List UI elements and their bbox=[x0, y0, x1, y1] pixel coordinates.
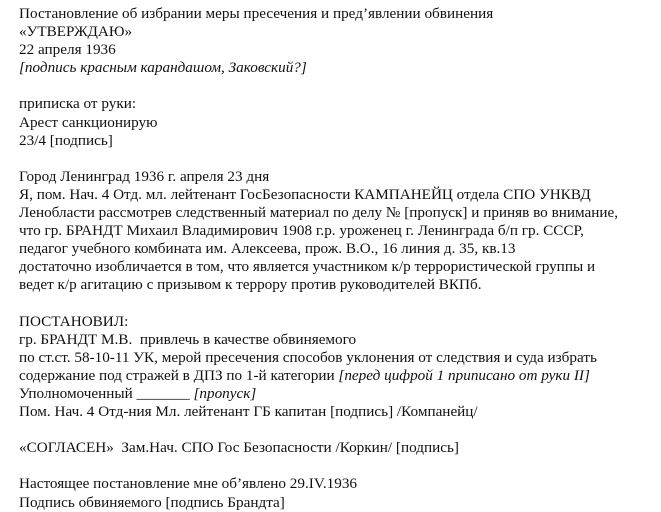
sanction-date: 23/4 [подпись] bbox=[19, 131, 113, 149]
spacer bbox=[19, 457, 659, 475]
body-line: ведет к/р агитацию с призывом к террору против руководителей ВКПб. bbox=[19, 276, 482, 294]
resolution-heading: ПОСТАНОВИЛ: bbox=[19, 312, 129, 330]
document bbox=[19, 5, 659, 512]
announcement-line: Настоящее постановление мне об’явлено 29.IV.1936 bbox=[19, 475, 358, 493]
document-title: Постановление об избрании меры пресечения и пред’явлении обвинения bbox=[19, 5, 494, 22]
arrest-sanction: Арест санкционирую bbox=[19, 113, 158, 131]
handwritten-category-note: [перед цифрой 1 приписано от руки II] bbox=[338, 366, 590, 384]
spacer bbox=[19, 150, 659, 168]
body-line: Ленобласти рассмотрев следственный материал по делу № [пропуск] и приняв во внимание, bbox=[19, 204, 619, 222]
signer-line: Пом. Нач. 4 Отд-ния Мл. лейтенант ГБ капитан [подпись] /Компанейц/ bbox=[19, 403, 478, 421]
authorized-line bbox=[19, 385, 659, 403]
body-line: педагог учебного комбината им. Алексеева, прож. В.О., 16 линия д. 35, кв.13 bbox=[19, 240, 516, 258]
authorized-omission-note: [пропуск] bbox=[193, 384, 257, 402]
place-date-line: Город Ленинград 1936 г. апреля 23 дня bbox=[19, 167, 270, 185]
authorized-text: Уполномоченный _______ bbox=[19, 384, 194, 402]
detention-text: содержание под стражей в ДПЗ по 1-й категории bbox=[19, 366, 339, 384]
spacer bbox=[19, 77, 659, 95]
accused-signature-line: Подпись обвиняемого [подпись Брандта] bbox=[19, 493, 285, 511]
resolution-line: гр. БРАНДТ М.В. привлечь в качестве обвиняемого bbox=[19, 330, 357, 348]
handwritten-note-intro: приписка от руки: bbox=[19, 95, 137, 113]
approval-signature-note: [подпись красным карандашом, Заковский?] bbox=[19, 59, 307, 77]
spacer bbox=[19, 295, 659, 313]
agreed-line: «СОГЛАСЕН» Зам.Нач. СПО Гос Безопасности /Коркин/ [подпись] bbox=[19, 439, 459, 457]
approval-date: 22 апреля 1936 bbox=[19, 41, 116, 59]
approval-stamp: «УТВЕРЖДАЮ» bbox=[19, 23, 133, 41]
body-line: Я, пом. Нач. 4 Отд. мл. лейтенант ГосБезопасности КАМПАНЕЙЦ отдела СПО УНКВД bbox=[19, 185, 591, 203]
body-line: достаточно изобличается в том, что является участником к/р террористической группы и bbox=[19, 258, 596, 276]
spacer bbox=[19, 421, 659, 439]
resolution-line bbox=[19, 367, 659, 385]
resolution-line: по ст.ст. 58-10-11 УК, мерой пресечения способов уклонения от следствия и суда избрать bbox=[19, 348, 597, 366]
body-line: что гр. БРАНДТ Михаил Владимирович 1908 г.р. уроженец г. Ленинграда б/п гр. СССР, bbox=[19, 222, 584, 240]
